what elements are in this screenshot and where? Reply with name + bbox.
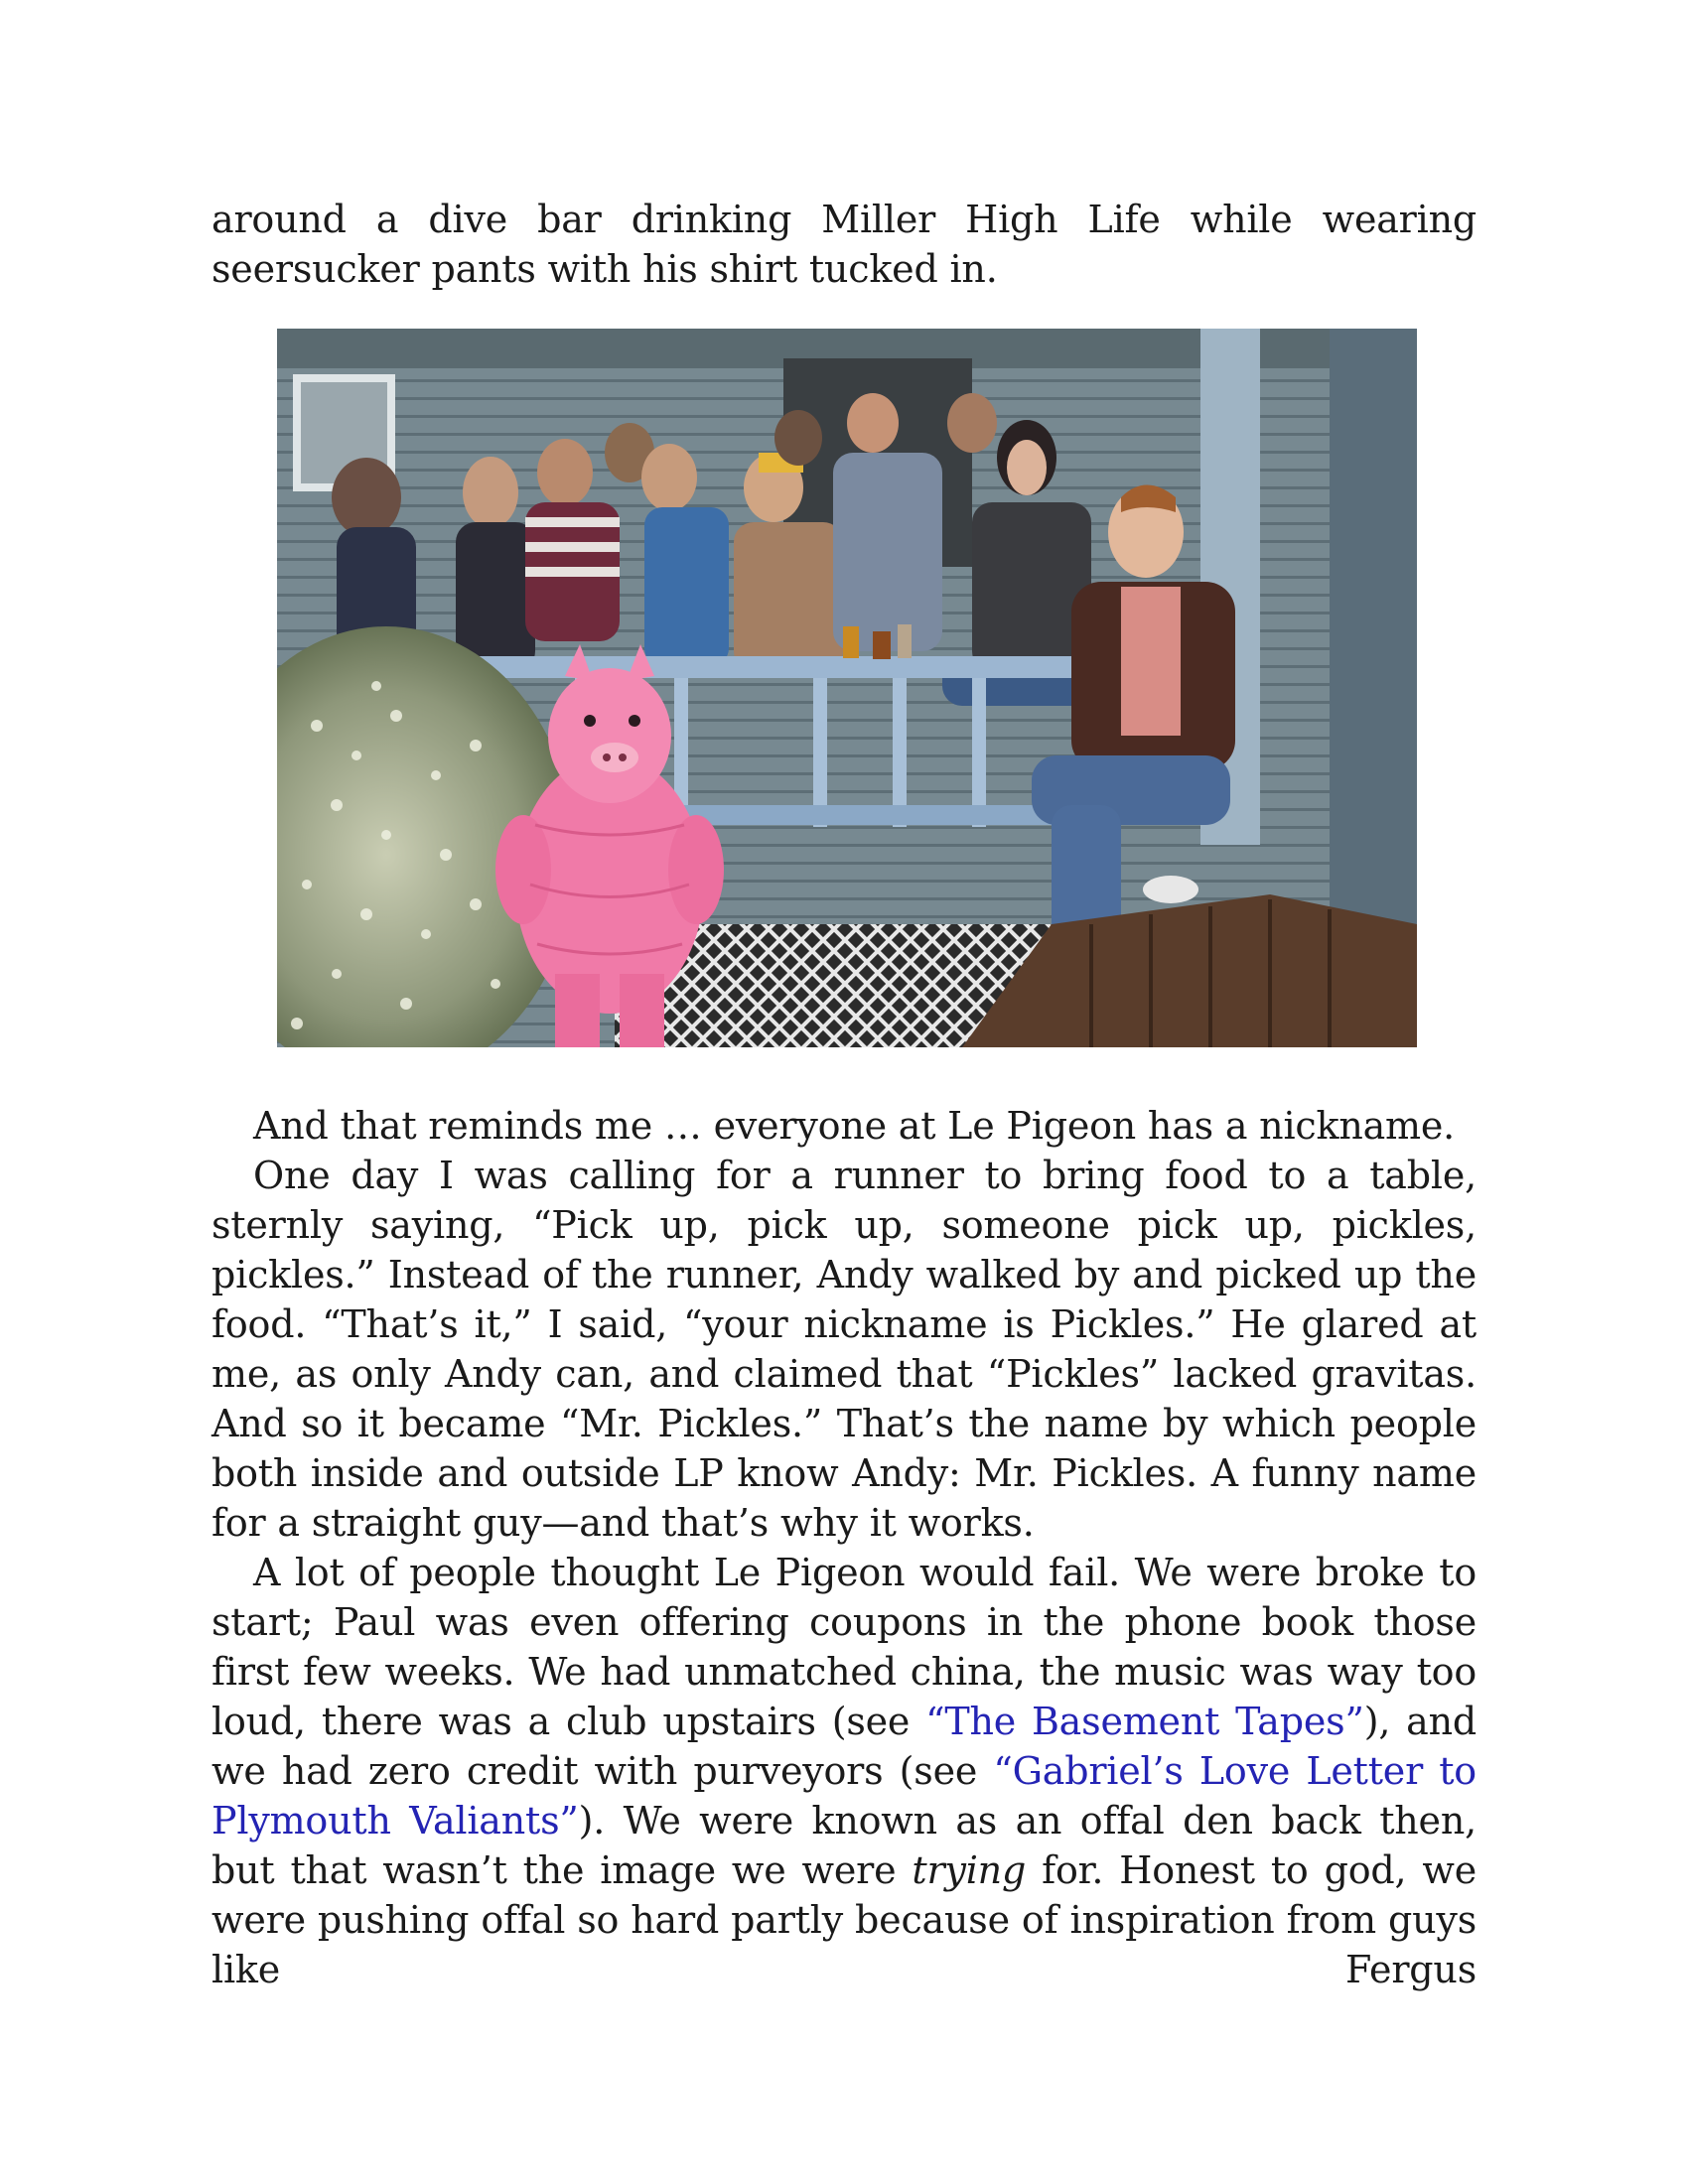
group-photo [277, 329, 1417, 1047]
paragraph-text: for. Honest to god, we were pushing offal so hard partly because of inspiration from guys like Fergus [211, 1848, 1477, 1991]
paragraph-text: A lot of people thought Le Pigeon would fail. We were broke to start; Paul was even offering coupons in the phone book those first few weeks. We had unmatched china, the music was way too loud, there was a club upstairs (see [211, 1551, 1477, 1743]
emphasis-trying: trying [912, 1848, 1027, 1892]
paragraph-nickname: And that reminds me … everyone at Le Pigeon has a nickname. [253, 1104, 1456, 1148]
paragraph-le-pigeon [211, 1548, 1477, 1994]
opening-paragraph: around a dive bar drinking Miller High Life while wearing seersucker pants with his shirt tucked in. [211, 198, 1477, 291]
link-plymouth-valiants[interactable]: “Gabriel’s Love Letter to Plymouth Valiants” [211, 1749, 1477, 1843]
group-photo-icon [277, 329, 1417, 1047]
paragraph-text: ). We were known as an offal den back then, but that wasn’t the image we were [211, 1799, 1477, 1892]
paragraph-text: ), and we had zero credit with purveyors (see [211, 1700, 1477, 1793]
paragraph-pickles: One day I was calling for a runner to bring food to a table, sternly saying, “Pick up, pick up, someone pick up, pickles, pickles.” Instead of the runner, Andy walked by and picked up the food. “That’s it,” I said, “your nickname is Pickles.” He glared at me, as only Andy can, and claimed that “Pickles” lacked gravitas. And so it became “Mr. Pickles.” That’s the name by which people both inside and outside LP know Andy: Mr. Pickles. A funny name for a straight guy—and that’s why it works. [211, 1154, 1477, 1545]
link-basement-tapes[interactable]: “The Basement Tapes” [925, 1700, 1364, 1743]
page-content [211, 195, 1477, 1994]
